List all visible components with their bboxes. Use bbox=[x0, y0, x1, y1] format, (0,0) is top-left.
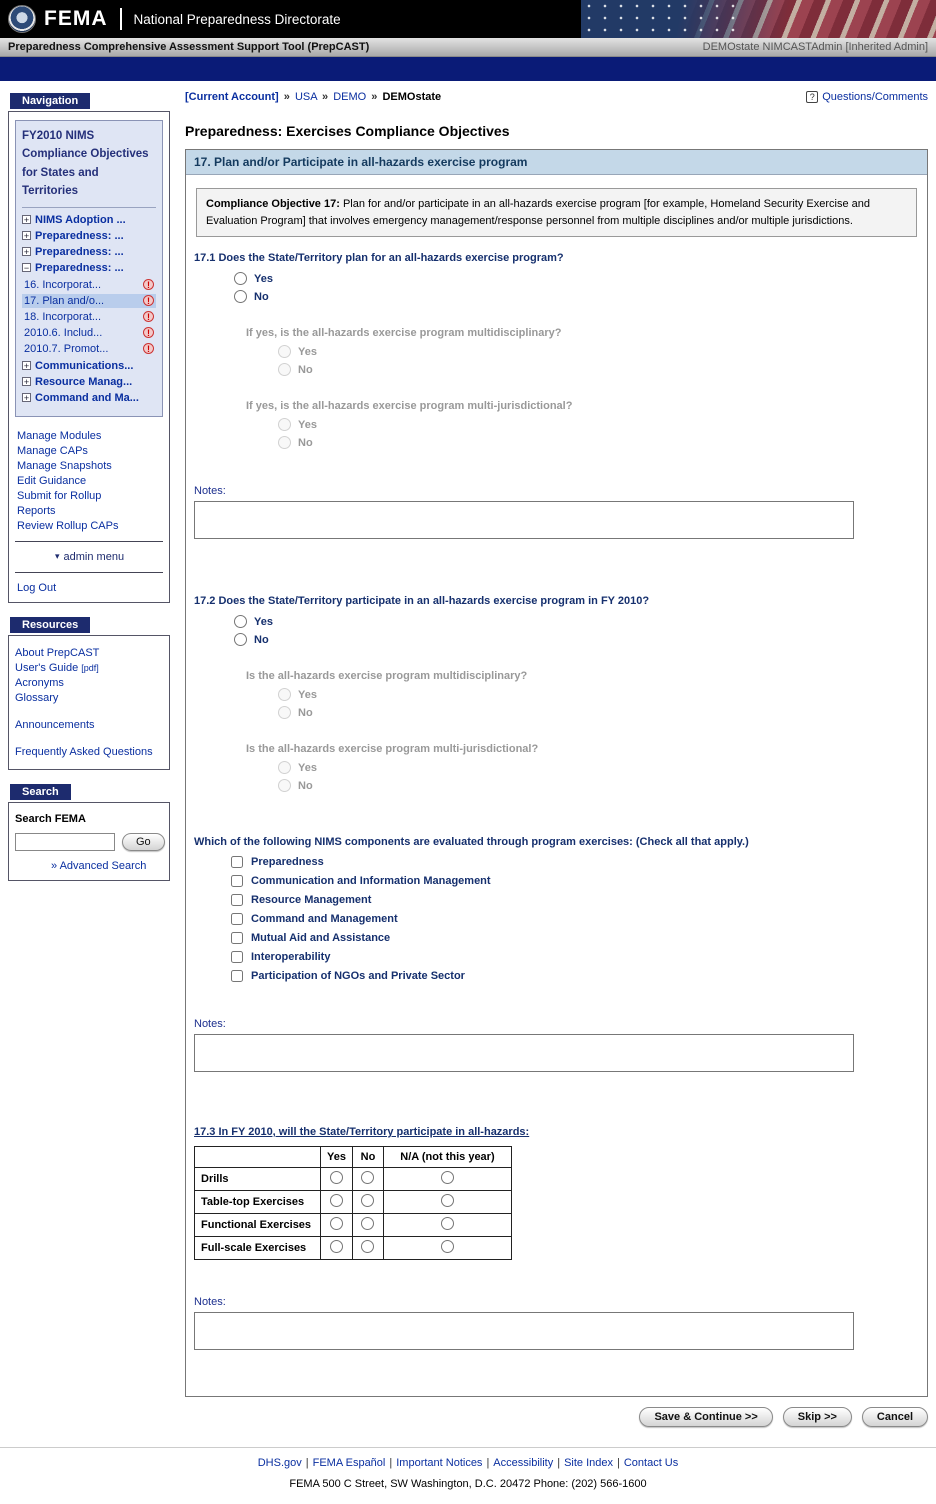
checkbox-label[interactable]: Interoperability bbox=[251, 951, 331, 963]
question-17-2-sub2: Is the all-hazards exercise program multi-jurisdictional? bbox=[246, 743, 539, 755]
alert-icon: ! bbox=[143, 327, 154, 338]
sidebar-group-resource-management[interactable] bbox=[22, 376, 156, 388]
app-bar bbox=[0, 38, 936, 57]
admin-menu-toggle[interactable] bbox=[15, 551, 163, 563]
alert-icon: ! bbox=[143, 279, 154, 290]
sidebar-item-2010-6[interactable] bbox=[22, 326, 156, 340]
link-manage-modules[interactable]: Manage Modules bbox=[17, 429, 102, 442]
row-label: Table-top Exercises bbox=[195, 1191, 321, 1214]
search-header: Search bbox=[10, 784, 71, 800]
tabletop-na-radio[interactable] bbox=[441, 1194, 454, 1207]
sidebar-group-label[interactable]: Command and Ma... bbox=[35, 391, 139, 404]
q171-notes-label: Notes: bbox=[194, 485, 226, 497]
admin-menu-label[interactable]: admin menu bbox=[63, 550, 125, 563]
title-bar bbox=[0, 0, 936, 38]
sidebar-group-label[interactable]: NIMS Adoption ... bbox=[35, 213, 126, 226]
footer-links bbox=[0, 1457, 936, 1469]
search-label: Search FEMA bbox=[15, 812, 86, 825]
q171-sub2-yes-label: Yes bbox=[298, 418, 317, 431]
checkbox-communication bbox=[231, 875, 927, 887]
q172-sub2-no-radio bbox=[278, 779, 291, 792]
sidebar-divider bbox=[15, 572, 163, 573]
question-17-2: 17.2 Does the State/Territory participate in an all-hazards exercise program in FY 2010? bbox=[194, 595, 650, 607]
preparedness-checkbox[interactable] bbox=[231, 856, 243, 868]
fema-brand bbox=[0, 5, 341, 33]
footer-address: FEMA 500 C Street, SW Washington, D.C. 20472 Phone: (202) 566-1600 bbox=[289, 1478, 647, 1490]
tabletop-no-radio[interactable] bbox=[361, 1194, 374, 1207]
blank-header-cell bbox=[195, 1147, 321, 1168]
breadcrumb bbox=[185, 91, 441, 103]
fema-logo-text: FEMA bbox=[44, 7, 108, 30]
sidebar-group-preparedness-exercises[interactable] bbox=[22, 262, 156, 274]
alert-icon: ! bbox=[143, 343, 154, 354]
row-label: Functional Exercises bbox=[195, 1214, 321, 1237]
q172-notes-textarea[interactable] bbox=[194, 1034, 854, 1072]
q173-notes-textarea[interactable] bbox=[194, 1312, 854, 1350]
interoperability-checkbox[interactable] bbox=[231, 951, 243, 963]
q172-sub1-no-option bbox=[278, 706, 927, 719]
row-label: Full-scale Exercises bbox=[195, 1237, 321, 1260]
sidebar-item-16[interactable] bbox=[22, 278, 156, 292]
footer-link-contact[interactable]: Contact Us bbox=[623, 1457, 679, 1469]
expand-icon[interactable]: + bbox=[23, 231, 30, 242]
link-submit-rollup[interactable]: Submit for Rollup bbox=[17, 489, 102, 502]
brand-divider bbox=[120, 8, 122, 30]
table-row-tabletop bbox=[195, 1191, 512, 1214]
q172-yes-option bbox=[234, 615, 927, 628]
q171-sub2-yes-radio bbox=[278, 418, 291, 431]
functional-yes-radio[interactable] bbox=[330, 1217, 343, 1230]
breadcrumb-current-account[interactable]: [Current Account] bbox=[185, 91, 279, 103]
link-about-prepcast[interactable]: About PrepCAST bbox=[15, 646, 100, 659]
q171-notes-textarea[interactable] bbox=[194, 501, 854, 539]
expand-icon[interactable]: + bbox=[23, 361, 30, 372]
section-header: 17. Plan and/or Participate in all-hazards exercise program bbox=[186, 150, 927, 175]
q172-notes-label: Notes: bbox=[194, 1018, 226, 1030]
pdf-tag: [pdf] bbox=[81, 662, 99, 673]
footer-separator: | bbox=[486, 1457, 490, 1469]
row-label: Drills bbox=[195, 1168, 321, 1191]
skip-button[interactable]: Skip >> bbox=[783, 1407, 852, 1427]
q171-sub2-no-label: No bbox=[298, 436, 313, 449]
checkbox-label[interactable]: Participation of NGOs and Private Sector bbox=[251, 970, 465, 982]
navigation-header: Navigation bbox=[10, 93, 90, 109]
advanced-search-link[interactable]: » Advanced Search bbox=[51, 859, 147, 872]
footer-separator: | bbox=[557, 1457, 561, 1469]
questions-comments-link[interactable]: Questions/Comments bbox=[822, 91, 928, 103]
sidebar-group-label[interactable]: Preparedness: ... bbox=[35, 261, 124, 274]
footer-link-accessibility[interactable]: Accessibility bbox=[493, 1457, 554, 1469]
sidebar-group-nims-adoption[interactable] bbox=[22, 214, 156, 226]
footer bbox=[0, 1447, 936, 1504]
q172-sub2-yes-radio bbox=[278, 761, 291, 774]
table-row-functional bbox=[195, 1214, 512, 1237]
q173-header-row bbox=[195, 1147, 512, 1168]
footer-link-notices[interactable]: Important Notices bbox=[396, 1457, 483, 1469]
search-row bbox=[15, 833, 163, 851]
q172-sub1-yes-label: Yes bbox=[298, 688, 317, 701]
fullscale-no-radio[interactable] bbox=[361, 1240, 374, 1253]
link-users-guide[interactable]: User's Guide bbox=[15, 661, 79, 674]
sidebar-item-label[interactable]: 18. Incorporat... bbox=[24, 310, 102, 323]
na-column-header: N/A (not this year) bbox=[383, 1147, 511, 1168]
q171-sub2-yes-option bbox=[278, 418, 927, 431]
sidebar-item-2010-7[interactable] bbox=[22, 342, 156, 356]
search-input[interactable] bbox=[15, 833, 115, 851]
checkbox-command-management bbox=[231, 913, 927, 925]
drills-no-radio[interactable] bbox=[361, 1171, 374, 1184]
drills-na-radio[interactable] bbox=[441, 1171, 454, 1184]
mutual-aid-checkbox[interactable] bbox=[231, 932, 243, 944]
breadcrumb-separator: » bbox=[371, 91, 378, 103]
sidebar bbox=[8, 91, 170, 1427]
alert-icon: ! bbox=[143, 295, 154, 306]
page-layout bbox=[0, 81, 936, 1427]
q172-sub2-yes-label: Yes bbox=[298, 761, 317, 774]
checkbox-interoperability bbox=[231, 951, 927, 963]
q173-notes-label: Notes: bbox=[194, 1296, 226, 1308]
checkbox-mutual-aid bbox=[231, 932, 927, 944]
search-panel bbox=[8, 802, 170, 881]
link-review-rollup-caps[interactable]: Review Rollup CAPs bbox=[17, 519, 119, 532]
q171-sub1-no-radio bbox=[278, 363, 291, 376]
alert-icon: ! bbox=[143, 311, 154, 322]
flag-image bbox=[581, 0, 936, 38]
breadcrumb-row bbox=[185, 91, 928, 103]
checkbox-label[interactable]: Mutual Aid and Assistance bbox=[251, 932, 391, 944]
link-faq[interactable]: Frequently Asked Questions bbox=[15, 745, 153, 758]
sidebar-item-label[interactable]: 2010.7. Promot... bbox=[24, 342, 109, 355]
logout-link[interactable]: Log Out bbox=[17, 581, 57, 594]
q172-sub2-no-label: No bbox=[298, 779, 313, 792]
q172-yes-radio[interactable] bbox=[234, 615, 247, 628]
admin-links bbox=[15, 417, 163, 532]
checkbox-preparedness bbox=[231, 856, 927, 868]
ngo-participation-checkbox[interactable] bbox=[231, 970, 243, 982]
dhs-seal-logo bbox=[8, 5, 36, 33]
link-reports[interactable]: Reports bbox=[17, 504, 56, 517]
q172-no-option bbox=[234, 633, 927, 646]
sidebar-item-label[interactable]: 2010.6. Includ... bbox=[24, 326, 103, 339]
footer-separator: | bbox=[616, 1457, 620, 1469]
link-users-guide-row bbox=[15, 662, 163, 674]
q171-sub1-yes-label: Yes bbox=[298, 345, 317, 358]
sidebar-item-18[interactable] bbox=[22, 310, 156, 324]
q171-sub1-yes-radio bbox=[278, 345, 291, 358]
link-glossary[interactable]: Glossary bbox=[15, 691, 59, 704]
compliance-objective-box bbox=[196, 188, 917, 237]
checkbox-label[interactable]: Communication and Information Management bbox=[251, 875, 491, 887]
question-17-1-sub2: If yes, is the all-hazards exercise program multi-jurisdictional? bbox=[246, 400, 573, 412]
nims-components-question: Which of the following NIMS components are evaluated through program exercises: (Check all that apply.) bbox=[194, 836, 749, 848]
breadcrumb-usa[interactable]: USA bbox=[294, 91, 317, 103]
resources-panel bbox=[8, 635, 170, 770]
q171-yes-option bbox=[234, 272, 927, 285]
q171-sub2-no-option bbox=[278, 436, 927, 449]
sidebar-group-label[interactable]: Resource Manag... bbox=[35, 375, 133, 388]
main-content bbox=[185, 91, 928, 1427]
q172-sub1-yes-radio bbox=[278, 688, 291, 701]
footer-separator: | bbox=[389, 1457, 393, 1469]
drills-yes-radio[interactable] bbox=[330, 1171, 343, 1184]
app-title: Preparedness Comprehensive Assessment Support Tool (PrepCAST) bbox=[8, 41, 370, 53]
sidebar-group-command-management[interactable] bbox=[22, 392, 156, 404]
footer-link-espanol[interactable]: FEMA Español bbox=[312, 1457, 386, 1469]
breadcrumb-demostate: DEMOstate bbox=[382, 91, 442, 103]
directorate-title: National Preparedness Directorate bbox=[133, 11, 341, 27]
q171-sub1-yes-option bbox=[278, 345, 927, 358]
tree-title: FY2010 NIMS Compliance Objectives for States and Territories bbox=[22, 130, 149, 198]
breadcrumb-demo[interactable]: DEMO bbox=[333, 91, 367, 103]
fullscale-yes-radio[interactable] bbox=[330, 1240, 343, 1253]
checkbox-label[interactable]: Command and Management bbox=[251, 913, 398, 925]
questions-comments[interactable] bbox=[806, 91, 928, 103]
q172-sub1-yes-option bbox=[278, 688, 927, 701]
q172-sub2-yes-option bbox=[278, 761, 927, 774]
tabletop-yes-radio[interactable] bbox=[330, 1194, 343, 1207]
q171-yes-radio[interactable] bbox=[234, 272, 247, 285]
expand-icon[interactable]: + bbox=[23, 215, 30, 226]
objective-text: Plan for and/or participate in an all-hazards exercise program [for example, Homeland Security Exercise and Evaluation Program] that involves emergency management/response personnel from multiple disciplines and/or multiple jurisdictions. bbox=[206, 198, 870, 227]
navigation-panel bbox=[8, 111, 170, 603]
q171-sub1-no-label: No bbox=[298, 363, 313, 376]
q171-sub2-no-radio bbox=[278, 436, 291, 449]
sidebar-divider bbox=[15, 541, 163, 542]
sidebar-group-label[interactable]: Preparedness: ... bbox=[35, 229, 124, 242]
link-manage-caps[interactable]: Manage CAPs bbox=[17, 444, 88, 457]
breadcrumb-separator: » bbox=[283, 91, 290, 103]
yes-column-header: Yes bbox=[321, 1147, 353, 1168]
q172-yes-label[interactable]: Yes bbox=[254, 615, 273, 628]
save-continue-button[interactable]: Save & Continue >> bbox=[639, 1407, 772, 1427]
sidebar-group-preparedness-1[interactable] bbox=[22, 230, 156, 242]
link-manage-snapshots[interactable]: Manage Snapshots bbox=[17, 459, 112, 472]
objective-label: Compliance Objective 17: bbox=[206, 198, 340, 210]
question-17-1-sub1: If yes, is the all-hazards exercise program multidisciplinary? bbox=[246, 327, 562, 339]
functional-na-radio[interactable] bbox=[441, 1217, 454, 1230]
q172-sub1-no-label: No bbox=[298, 706, 313, 719]
q171-no-option bbox=[234, 290, 927, 303]
checkbox-label[interactable]: Preparedness bbox=[251, 856, 324, 868]
footer-separator: | bbox=[305, 1457, 309, 1469]
breadcrumb-separator: » bbox=[322, 91, 329, 103]
footer-link-dhs[interactable]: DHS.gov bbox=[257, 1457, 302, 1469]
form-actions bbox=[185, 1407, 928, 1427]
q172-sub2-no-option bbox=[278, 779, 927, 792]
table-row-fullscale bbox=[195, 1237, 512, 1260]
checkbox-resource-management bbox=[231, 894, 927, 906]
sidebar-item-17-selected[interactable] bbox=[22, 294, 156, 308]
objective-form bbox=[185, 149, 928, 1397]
link-acronyms[interactable]: Acronyms bbox=[15, 676, 64, 689]
question-17-1: 17.1 Does the State/Territory plan for an all-hazards exercise program? bbox=[194, 252, 564, 264]
logged-in-user: DEMOstate NIMCASTAdmin [Inherited Admin] bbox=[702, 41, 928, 53]
sidebar-group-preparedness-2[interactable] bbox=[22, 246, 156, 258]
sidebar-group-label[interactable]: Communications... bbox=[35, 359, 134, 372]
no-column-header: No bbox=[352, 1147, 383, 1168]
q172-sub1-no-radio bbox=[278, 706, 291, 719]
sidebar-item-label[interactable]: 17. Plan and/o... bbox=[24, 294, 105, 307]
question-17-2-sub1: Is the all-hazards exercise program multidisciplinary? bbox=[246, 670, 528, 682]
cancel-button[interactable]: Cancel bbox=[862, 1407, 928, 1427]
search-go-button[interactable]: Go bbox=[122, 833, 165, 851]
footer-link-site-index[interactable]: Site Index bbox=[564, 1457, 613, 1469]
fullscale-na-radio[interactable] bbox=[441, 1240, 454, 1253]
q171-yes-label[interactable]: Yes bbox=[254, 272, 273, 285]
checkbox-ngo-participation bbox=[231, 970, 927, 982]
q171-sub1-no-option bbox=[278, 363, 927, 376]
header-band bbox=[0, 57, 936, 81]
table-row-drills bbox=[195, 1168, 512, 1191]
chevron-down-icon: ▾ bbox=[55, 551, 60, 562]
resources-header: Resources bbox=[10, 617, 90, 633]
link-edit-guidance[interactable]: Edit Guidance bbox=[17, 474, 87, 487]
sidebar-group-communications[interactable] bbox=[22, 360, 156, 372]
communication-checkbox[interactable] bbox=[231, 875, 243, 887]
command-management-checkbox[interactable] bbox=[231, 913, 243, 925]
question-17-3: 17.3 In FY 2010, will the State/Territory participate in all-hazards: bbox=[194, 1126, 530, 1138]
q171-no-radio[interactable] bbox=[234, 290, 247, 303]
tree-divider bbox=[22, 207, 156, 208]
sidebar-item-label[interactable]: 16. Incorporat... bbox=[24, 278, 102, 291]
collapse-icon[interactable]: − bbox=[23, 263, 30, 274]
q172-no-label[interactable]: No bbox=[254, 633, 269, 646]
functional-no-radio[interactable] bbox=[361, 1217, 374, 1230]
link-announcements[interactable]: Announcements bbox=[15, 718, 95, 731]
sidebar-group-label[interactable]: Preparedness: ... bbox=[35, 245, 124, 258]
resource-management-checkbox[interactable] bbox=[231, 894, 243, 906]
page-title: Preparedness: Exercises Compliance Objectives bbox=[185, 123, 510, 139]
q172-no-radio[interactable] bbox=[234, 633, 247, 646]
q171-no-label[interactable]: No bbox=[254, 290, 269, 303]
checkbox-label[interactable]: Resource Management bbox=[251, 894, 372, 906]
help-icon: ? bbox=[806, 91, 818, 103]
expand-icon[interactable]: + bbox=[23, 393, 30, 404]
expand-icon[interactable]: + bbox=[23, 247, 30, 258]
compliance-tree bbox=[15, 120, 163, 417]
q173-table bbox=[194, 1146, 512, 1260]
expand-icon[interactable]: + bbox=[23, 377, 30, 388]
